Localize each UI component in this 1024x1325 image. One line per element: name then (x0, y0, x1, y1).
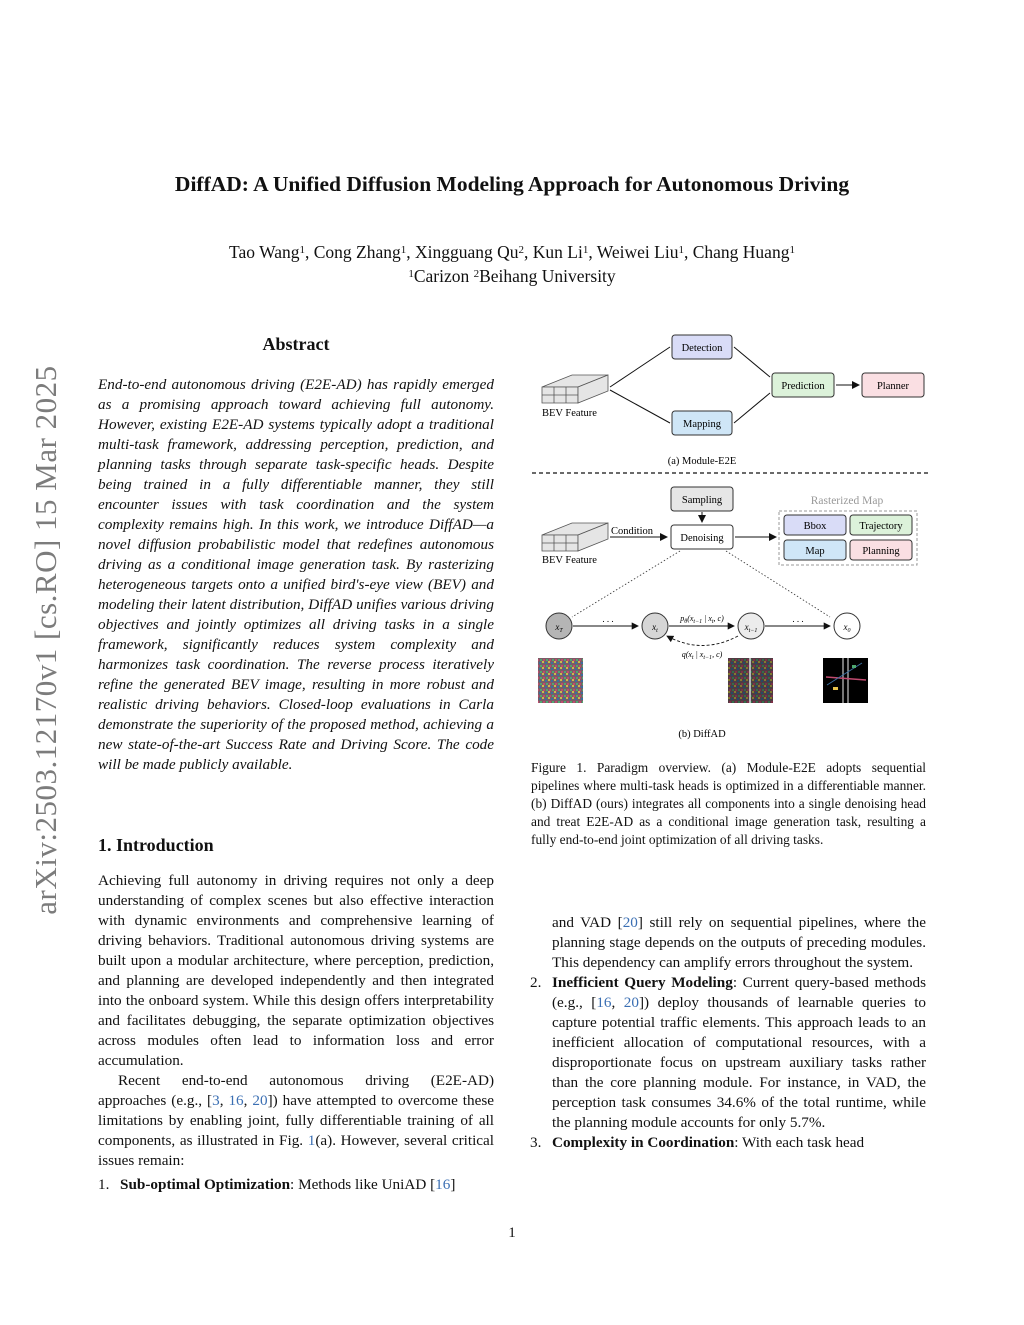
map-box (784, 540, 846, 560)
arxiv-stamp: arXiv:2503.12170v1 [cs.RO] 15 Mar 2025 (28, 365, 63, 915)
citation-link[interactable]: 20 (252, 1092, 268, 1109)
denoising-box (671, 525, 733, 549)
svg-text:Detection: Detection (681, 343, 723, 354)
citation-link[interactable]: 16 (435, 1176, 451, 1193)
page-number: 1 (508, 1225, 516, 1241)
svg-text:pθ(xt−1 | xt, c): $p_\theta(x_{t-1}$ | $x_t$, c) (680, 614, 724, 625)
paper-title: DiffAD: A Unified Diffusion Modeling Approach for Autonomous Driving (174, 172, 850, 196)
intro-heading: 1. Introduction (98, 835, 214, 855)
svg-text:Planner: Planner (876, 381, 910, 392)
bev-feature-label: BEV Feature (542, 555, 597, 566)
right-column-text (530, 913, 926, 1153)
svg-text:x0: $x_0$ (843, 622, 851, 634)
svg-text:Bbox: Bbox (803, 521, 827, 532)
subfigure-a-caption: (a) Module-E2E (667, 456, 737, 467)
list-item-continuation: and VAD [20] still rely on sequential pipelines, where the planning stage depends on the outputs of preceding modules. This dependency can amplify errors throughout the system. (552, 914, 926, 971)
citation-link[interactable]: 3 (212, 1092, 220, 1109)
svg-text:xt−1: $x_{t-1}$ (744, 622, 758, 634)
list-item: 2. Inefficient Query Modeling: Current query-based methods (e.g., [16, 20]) deploy thousands of learnable queries to capture potential traffic elements. This approach leads to an inefficient allocation of computational resources, with a disproportionate focus on upstream auxiliary tasks rather than the core planning module. For instance, in VAD, the perception task consumes 34.6% of the total runtime, while the planning module accounts for only 5.7%. (530, 974, 927, 1131)
svg-text:q(xt | xt−1, c): $q(x_t$ | $x_{t-1}$, c) (681, 650, 723, 661)
svg-text:Sampling: Sampling (681, 495, 723, 506)
bbox-box (784, 515, 846, 535)
author-block (0, 240, 1024, 288)
bev-feature-label: BEV Feature (542, 408, 597, 419)
planner-box (862, 373, 924, 397)
citation-link[interactable]: 16 (596, 994, 612, 1011)
abstract-text: End-to-end autonomous driving (E2E-AD) has rapidly emerged as a promising approach toward achieving full autonomy. However, existing E2E-AD systems typically adopt a traditional multi-task framework, addressing perception, prediction, and planning tasks through separate task-specific heads. Despite being trained in a fully differentiable manner, they still encounter issues with task coordination and the system complexity remains high. In this work, we introduce DiffAD—a novel diffusion probabilistic model that redefines autonomous driving as a conditional image generation task. By rasterizing heterogeneous targets onto a unified bird's-eye view (BEV) and modeling their latent distribution, DiffAD unifies various driving objectives and jointly optimizes all driving tasks in a single framework, significantly reduces system complexity and harmonizes task coordination. The reverse process iteratively refine the generated BEV image, resulting in more robust and realistic driving behaviors. Closed-loop evaluations in Carla demonstrate the superiority of the proposed method, achieving a new state-of-the-art Success Rate and Driving Score. The code will be made publicly available. (98, 376, 494, 773)
trajectory-box (850, 515, 912, 535)
noise-image (538, 658, 583, 703)
diffusion-chain (546, 613, 860, 661)
figure-caption: Figure 1. Paradigm overview. (a) Module-E2E adopts sequential pipelines where multi-task heads is optimized in a differentiable manner. (b) DiffAD (ours) integrates all components into a single denoising head and treat E2E-AD as a conditional image generation task, resulting a fully end-to-end joint optimization of all driving tasks. (531, 760, 926, 847)
svg-text:Trajectory: Trajectory (859, 521, 903, 532)
list-item: 1. Sub-optimal Optimization: Methods like UniAD [16] (98, 1176, 456, 1193)
svg-text:Mapping: Mapping (683, 419, 721, 430)
affiliations: $^1$Carizon $^2$Beihang University (408, 266, 616, 286)
intro-body (98, 871, 494, 1195)
svg-text:Planning: Planning (862, 546, 900, 557)
abstract-heading: Abstract (262, 334, 330, 354)
detection-box (672, 335, 732, 359)
svg-text:. . .: . . . (602, 614, 614, 624)
citation-link[interactable]: 20 (622, 914, 638, 931)
figure-1 (530, 325, 930, 750)
prediction-box (772, 373, 834, 397)
citation-link[interactable]: 20 (623, 994, 639, 1011)
subfigure-b-caption: (b) DiffAD (678, 729, 726, 740)
partially-denoised-image (728, 658, 773, 703)
author-list: Tao Wang$^1$, Cong Zhang$^1$, Xingguang Qu$^2$, Kun Li$^1$, Weiwei Liu$^1$, Chang Huang$^1$ (229, 242, 795, 262)
intro-paragraph-2: Recent end-to-end autonomous driving (E2E-AD) approaches (e.g., [3, 16, 20]) have attempted to overcome these limitations by enabling joint, fully differentiable training of all components, as illustrated in Fig. 1(a). However, several critical issues remain: (98, 1072, 494, 1169)
svg-text:Map: Map (805, 546, 825, 557)
figure-link[interactable]: 1 (307, 1132, 316, 1149)
svg-text:Prediction: Prediction (781, 381, 825, 392)
bev-grid-icon (542, 523, 608, 551)
mapping-box (672, 411, 732, 435)
planning-box (850, 540, 912, 560)
rasterized-map-label: Rasterized Map (810, 495, 884, 507)
intro-paragraph-1: Achieving full autonomy in driving requires not only a deep understanding of complex scenes but also effective interaction with dynamic environments and comprehensive learning of driving behaviors. Traditional autonomous driving systems are built upon a modular architecture, where perception, prediction, and planning are developed independently and then integrated into the onboard system. While this design offers interpretability and facilitates debugging, the separate optimization objectives across modules often lead to information loss and error accumulation. (98, 872, 494, 1069)
list-item: 3. Complexity in Coordination: With each task head (530, 1134, 865, 1151)
bev-grid-icon (542, 375, 608, 403)
svg-text:xT: $x_T$ (555, 622, 563, 634)
svg-text:xt: $x_t$ (652, 622, 658, 634)
condition-label: Condition (611, 526, 654, 537)
svg-text:Denoising: Denoising (680, 533, 724, 544)
sampling-box (671, 487, 733, 511)
citation-link[interactable]: 16 (228, 1092, 244, 1109)
svg-text:. . .: . . . (792, 614, 804, 624)
generated-bev-image (823, 658, 868, 703)
